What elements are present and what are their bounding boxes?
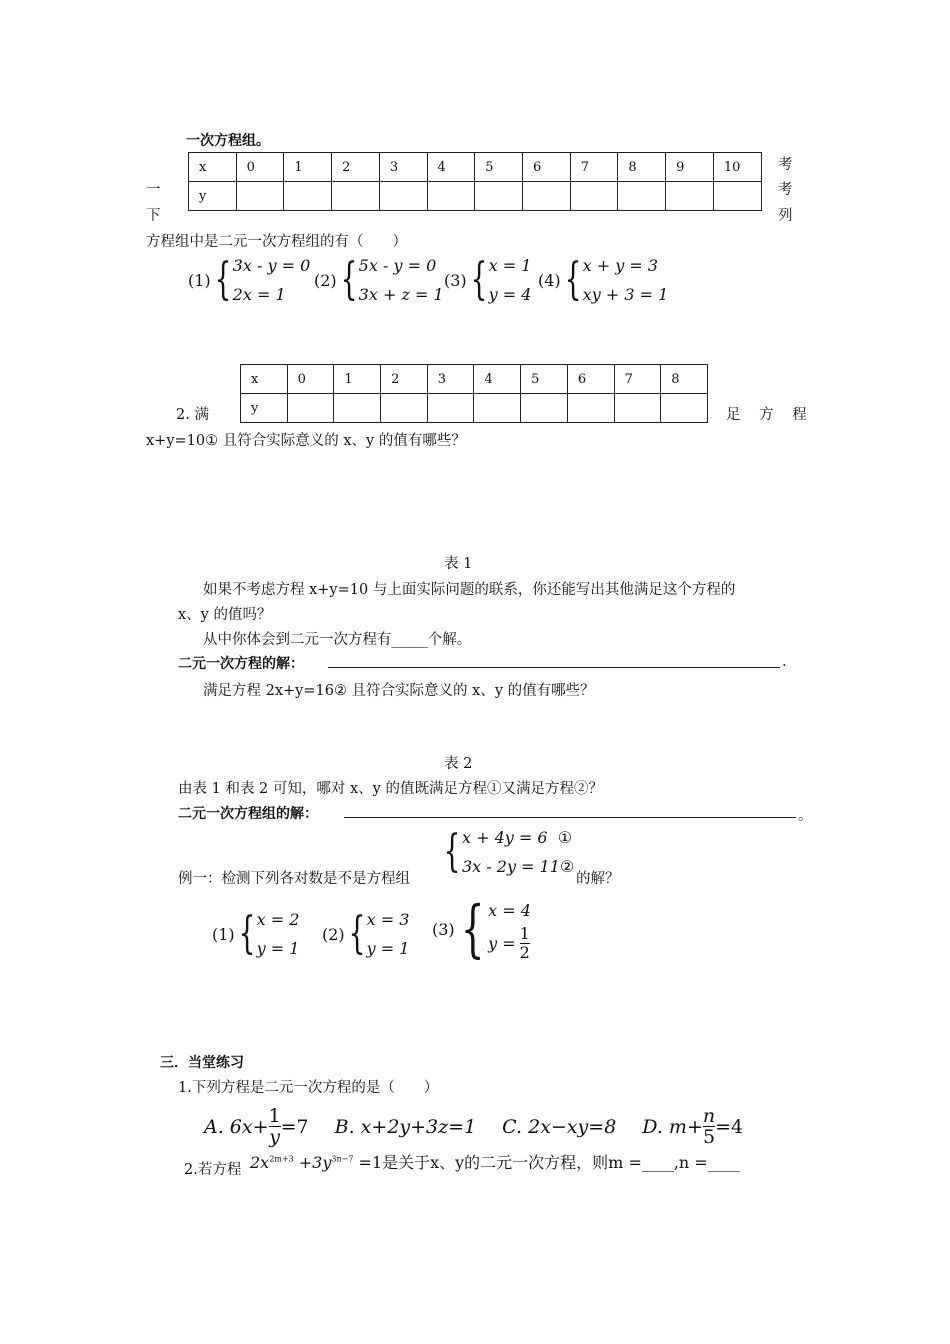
table-input-cell[interactable] xyxy=(236,182,284,211)
brace: { xyxy=(564,254,582,305)
question-text: 足 方 程 xyxy=(726,407,807,423)
equation: x + y = 3 xyxy=(582,256,659,275)
table-cell: 2 xyxy=(332,153,380,182)
paragraph: x、y 的值吗？ xyxy=(178,607,272,623)
pair-label: (3) xyxy=(432,919,455,939)
question-text: 2.若方程 xyxy=(184,1162,242,1178)
table-caption: 表 2 xyxy=(444,756,473,772)
definition-label: 二元一次方程的解： xyxy=(178,656,304,672)
table-input-cell[interactable] xyxy=(332,182,380,211)
table-cell: 5 xyxy=(521,365,568,394)
equation: 5x - y = 0 xyxy=(358,256,437,275)
equation-system[interactable] xyxy=(538,251,668,309)
question-text: x+y=10① 且符合实际意义的 x、y 的值有哪些？ xyxy=(146,433,466,449)
definition-label: 二元一次方程组的解： xyxy=(178,806,318,822)
term: +3y xyxy=(298,1153,332,1172)
table-cell: 5 xyxy=(475,153,523,182)
table-cell: 4 xyxy=(474,365,521,394)
options-row xyxy=(204,1106,743,1147)
table-cell: 3 xyxy=(427,365,474,394)
brace: { xyxy=(470,254,488,305)
table-cell: x xyxy=(189,153,237,182)
table-cell: y xyxy=(241,394,288,423)
equation: 3x + z = 1 xyxy=(358,285,444,304)
equation: x = 4 xyxy=(488,901,531,920)
numerator: 1 xyxy=(519,924,530,943)
brace: { xyxy=(460,892,485,965)
equation: y = 1 xyxy=(366,939,410,958)
side-char: 下 xyxy=(146,208,161,224)
equation-system[interactable] xyxy=(444,251,531,309)
table-input-cell[interactable] xyxy=(713,182,761,211)
circle-mark: ② xyxy=(559,857,575,876)
brace: { xyxy=(348,908,366,959)
paragraph: 如果不考虑方程 x+y=10 与上面实际问题的联系，你还能写出其他满足这个方程的 xyxy=(203,582,736,598)
table-input-cell[interactable] xyxy=(284,182,332,211)
option-a-text: A. 6x+ xyxy=(204,1115,269,1138)
table-input-cell[interactable] xyxy=(427,394,474,423)
question-text: 1.下列方程是二元一次方程的是（ ） xyxy=(178,1080,439,1096)
example-text: 例一：检测下列各对数是不是方程组 xyxy=(178,871,410,887)
table-input-cell[interactable] xyxy=(474,394,521,423)
table-input-cell[interactable] xyxy=(334,394,381,423)
question-text: 2. 满 xyxy=(176,407,209,423)
table-cell: 6 xyxy=(522,153,570,182)
equation-system[interactable] xyxy=(188,251,310,309)
option-b[interactable]: B. x+2y+3z=1 xyxy=(334,1115,477,1138)
equation: y = 4 xyxy=(488,285,532,304)
table-cell: 2 xyxy=(381,365,428,394)
value-table-2 xyxy=(240,364,708,423)
option-a[interactable] xyxy=(204,1106,309,1147)
table-cell: 0 xyxy=(287,365,334,394)
table-input-cell[interactable] xyxy=(666,182,714,211)
pair-label: (2) xyxy=(322,924,345,944)
side-char: 一 xyxy=(146,182,161,198)
numerator: n xyxy=(702,1105,716,1127)
option-c[interactable]: C. 2x−xy=8 xyxy=(502,1115,617,1138)
side-char: 考 xyxy=(778,157,793,173)
denominator: 2 xyxy=(519,943,530,962)
table-cell: 3 xyxy=(379,153,427,182)
brace: { xyxy=(238,908,256,959)
section-title: 一次方程组。 xyxy=(186,133,270,149)
table-input-cell[interactable] xyxy=(287,394,334,423)
system-label: (2) xyxy=(314,270,337,290)
paragraph: 满足方程 2x+y=16② 且符合实际意义的 x、y 的值有哪些？ xyxy=(203,683,595,699)
paragraph: 由表 1 和表 2 可知，哪对 x、y 的值既满足方程①又满足方程②？ xyxy=(178,781,603,797)
table-cell: 10 xyxy=(713,153,761,182)
table-cell: x xyxy=(241,365,288,394)
table-input-cell[interactable] xyxy=(379,182,427,211)
answer-line[interactable] xyxy=(328,667,780,668)
equation: x = 1 xyxy=(488,256,532,275)
table-cell: 0 xyxy=(236,153,284,182)
exponent: 3n−7 xyxy=(331,1154,354,1164)
table-input-cell[interactable] xyxy=(521,394,568,423)
table-cell: y xyxy=(189,182,237,211)
option-d-text: D. m+ xyxy=(642,1115,703,1138)
table-input-cell[interactable] xyxy=(661,394,708,423)
equation: 3x - 2y = 11 xyxy=(462,857,560,876)
equation: x = 3 xyxy=(366,910,410,929)
side-char: 考 xyxy=(778,182,793,198)
brace: { xyxy=(214,254,232,305)
option-d-end: =4 xyxy=(715,1115,744,1138)
equation: 2x = 1 xyxy=(232,285,286,304)
punct: 。 xyxy=(798,808,813,824)
example-system: { x + 4y = 6 ① 3x - 2y = 11② xyxy=(443,826,575,877)
paragraph: 从中你体会到二元一次方程有_____个解。 xyxy=(203,632,472,648)
denominator: 5 xyxy=(702,1126,716,1148)
table-input-cell[interactable] xyxy=(427,182,475,211)
candidate-pair[interactable] xyxy=(432,892,531,965)
term: 2x xyxy=(250,1153,270,1172)
table-cell: 1 xyxy=(334,365,381,394)
table-input-cell[interactable] xyxy=(567,394,614,423)
equation: xy + 3 = 1 xyxy=(582,285,669,304)
candidate-pair[interactable] xyxy=(212,905,299,963)
system-label: (1) xyxy=(188,270,211,290)
table-cell: 4 xyxy=(427,153,475,182)
term: =1是关于x、y的二元一次方程，则m =____,n =____ xyxy=(358,1153,740,1172)
table-input-cell[interactable] xyxy=(618,182,666,211)
value-table-1 xyxy=(188,152,762,211)
table-cell: 7 xyxy=(570,153,618,182)
denominator: y xyxy=(269,1126,280,1148)
table-cell: 9 xyxy=(666,153,714,182)
equation: y = 1 xyxy=(256,939,300,958)
equation: x + 4y = 6 xyxy=(462,828,548,847)
table-input-cell[interactable] xyxy=(475,182,523,211)
answer-line[interactable] xyxy=(344,817,796,818)
candidate-pair[interactable] xyxy=(322,905,409,963)
equation: x = 2 xyxy=(256,910,300,929)
question-text: 方程组中是二元一次方程组的有（ ） xyxy=(146,234,407,250)
numerator: 1 xyxy=(268,1105,281,1127)
table-cell: 6 xyxy=(567,365,614,394)
brace: { xyxy=(340,254,358,305)
table-caption: 表 1 xyxy=(444,556,473,572)
question-equation xyxy=(250,1150,740,1173)
option-a-end: =7 xyxy=(280,1115,309,1138)
pair-label: (1) xyxy=(212,924,235,944)
equation-system[interactable] xyxy=(314,251,444,309)
table-input-cell[interactable] xyxy=(381,394,428,423)
table-cell: 7 xyxy=(614,365,661,394)
equation: y = xyxy=(488,934,516,953)
table-cell: 1 xyxy=(284,153,332,182)
table-input-cell[interactable] xyxy=(614,394,661,423)
circle-mark: ① xyxy=(557,828,573,847)
equation: 3x - y = 0 xyxy=(232,256,311,275)
punct: . xyxy=(782,654,787,670)
table-cell: 8 xyxy=(661,365,708,394)
system-label: (3) xyxy=(444,270,467,290)
table-input-cell[interactable] xyxy=(570,182,618,211)
system-label: (4) xyxy=(538,270,561,290)
table-cell: 8 xyxy=(618,153,666,182)
exponent: 2m+3 xyxy=(269,1154,294,1164)
section-title: 三．当堂练习 xyxy=(160,1055,244,1071)
side-char: 列 xyxy=(778,208,793,224)
example-text: 的解？ xyxy=(576,871,620,887)
table-input-cell[interactable] xyxy=(522,182,570,211)
option-d[interactable] xyxy=(642,1106,743,1147)
